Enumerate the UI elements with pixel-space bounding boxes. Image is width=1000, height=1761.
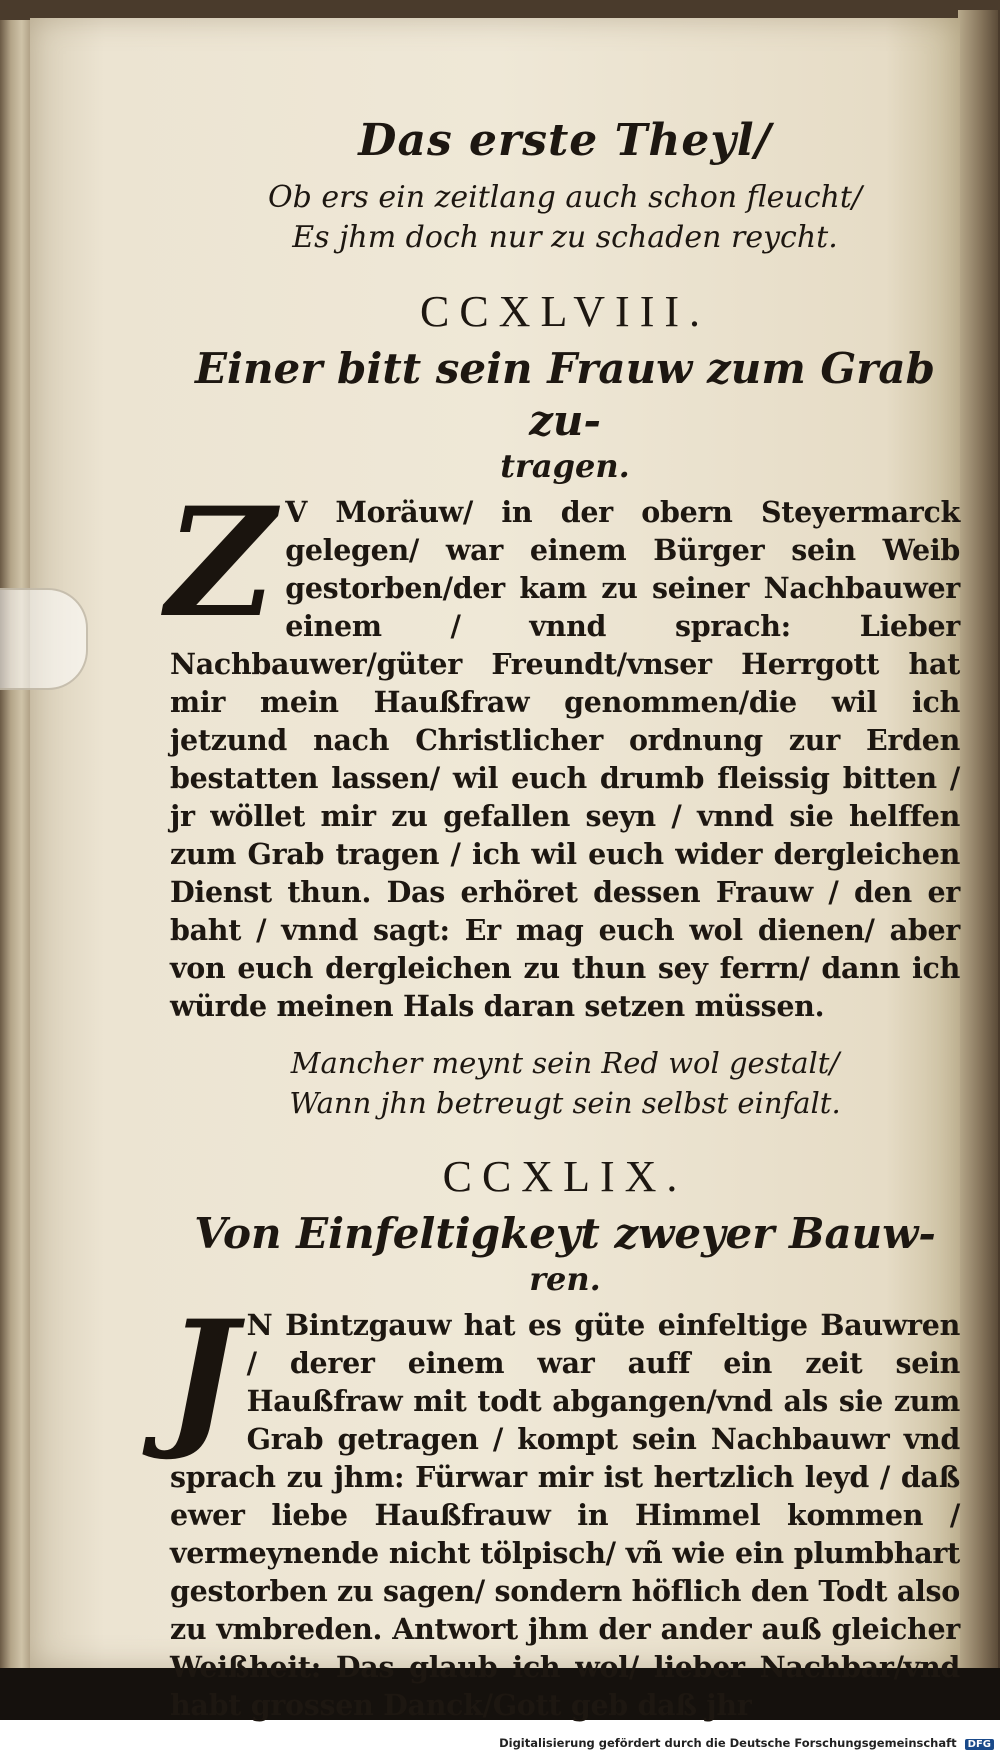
digitization-credit	[499, 1736, 994, 1750]
right-page-edge	[958, 10, 998, 1700]
story-body-text: V Moräuw/ in der obern Steyermarck gelegen/ war einem Bürger sein Weib gestorben/der kam zu seiner Nachbauwer einem / vnnd sprach: Lieber Nachbauwer/güter Freundt/vnser Herrgott hat mir mein Haußfraw genommen/die wil ich jetzund nach Christlicher ordnung zur Erden bestatten lassen/ wil euch drumb fleissig bitten / jr wöllet mir zu gefallen seyn / vnnd sie helffen zum Grab tragen / ich wil euch wider dergleichen Dienst thun. Das erhöret dessen Frauw / den er baht / vnnd sagt: Er mag euch wol dienen/ aber von euch dergleichen zu thun sey ferrn/ dann ich würde meinen Hals daran setzen müssen.	[170, 495, 960, 1023]
intro-verse	[170, 178, 960, 258]
story-numeral: CCXLIX.	[442, 1152, 688, 1201]
running-header: Das erste Theyl/	[358, 115, 772, 166]
verse-line: Wann jhn betreugt sein selbst einfalt.	[289, 1086, 841, 1120]
story-248	[166, 286, 960, 1123]
page-text	[166, 115, 960, 1724]
drop-cap: Z	[166, 475, 276, 651]
dfg-logo: DFG	[965, 1739, 994, 1750]
story-title-continuation: ren.	[529, 1260, 601, 1298]
story-body-text: N Bintzgauw hat es güte einfeltige Bauwren / derer einem war auff ein zeit sein Haußfraw mit todt abgangen/vnd als sie zum Grab getragen / kompt sein Nachbauwr vnd sprach zu jhm: Fürwar mir ist hertzlich leyd / daß ewer liebe Haußfrauw in Himmel kommen / vermeynende nicht tölpisch/ vñ wie ein plumbhart gestorben zu sagen/ sondern höflich den Todt also zu vmbreden. Antwort jhm der ander auß gleicher Weißheit: Das glaub ich wol/ lieber Nachbar/vnd habt grossen Danck/Gott geb daß jhr	[170, 1308, 960, 1722]
story-moral	[170, 1043, 960, 1123]
credit-text: Digitalisierung gefördert durch die Deutsche Forschungsgemeinschaft	[499, 1736, 957, 1750]
story-body	[166, 1288, 960, 1724]
verse-line: Es jhm doch nur zu schaden reycht.	[292, 220, 838, 255]
story-249	[166, 1151, 960, 1724]
verse-line: Mancher meynt sein Red wol gestalt/	[290, 1046, 840, 1080]
page-clip-tab	[0, 588, 88, 690]
drop-cap: J	[166, 1288, 237, 1464]
story-title: Von Einfeltigkeyt zweyer Bauw-	[194, 1209, 936, 1258]
story-title: Einer bitt sein Frauw zum Grab zu-	[195, 344, 935, 445]
story-numeral: CCXLVIII.	[419, 287, 711, 336]
story-title-continuation: tragen.	[500, 447, 630, 485]
story-body	[166, 475, 960, 1025]
verse-line: Ob ers ein zeitlang auch schon fleucht/	[268, 180, 862, 215]
